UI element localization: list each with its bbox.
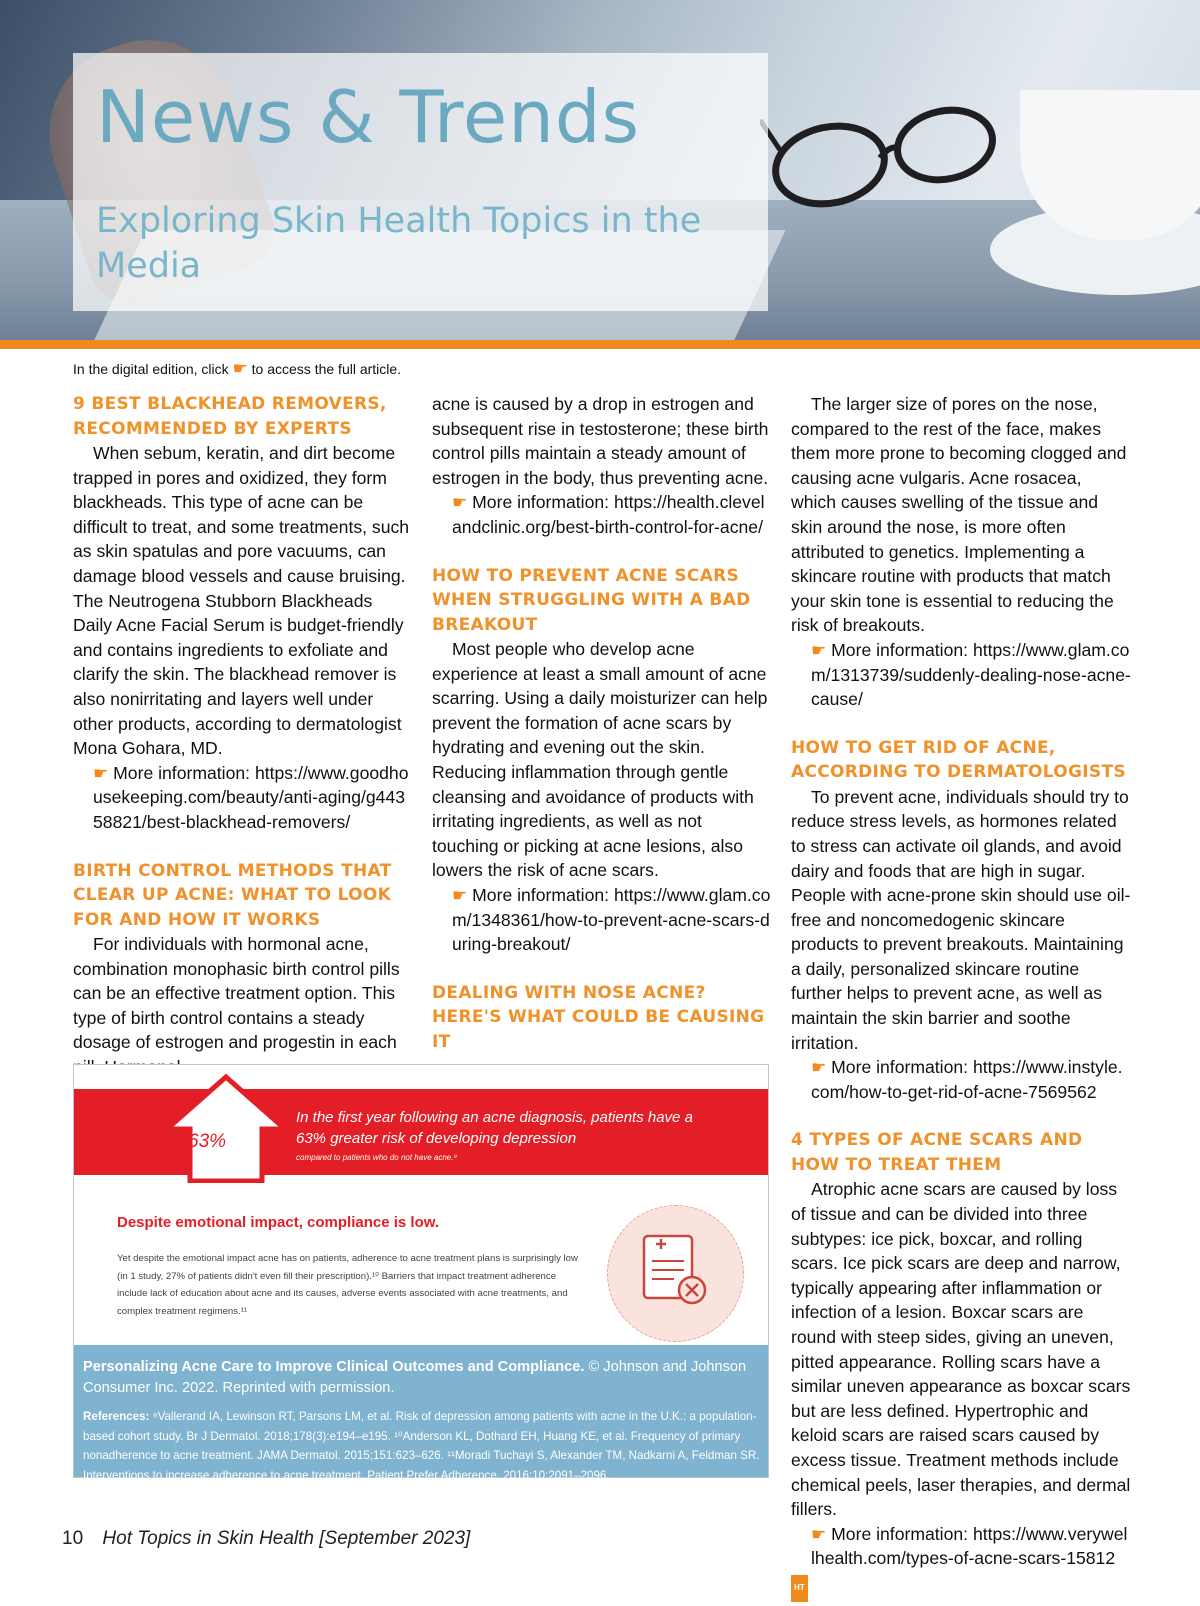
article-body: The larger size of pores on the nose, compared to the rest of the face, makes them more prone to becoming clogged and causing acne vulgaris. Acne rosacea, which causes swelling of the tissue and skin around the nose, is more often attributed to genetics. Implementing a skincare routine with products that match your skin tone is essential to reducing the risk of breakouts. [791,394,1127,636]
pointing-hand-icon: ☛ [452,886,468,905]
article-heading: 9 BEST BLACKHEAD REMOVERS, RECOMMENDED BY EXPERTS [73,394,387,439]
more-information[interactable]: ☛ More information: https://www.glam.com/1348361/how-to-prevent-acne-scars-during-breakout/ [452,885,771,955]
up-arrow-icon [164,1073,289,1183]
page-subtitle: Exploring Skin Health Topics in the Media [96,201,702,286]
article-body: Atrophic acne scars are caused by loss of tissue and can be divided into three subtypes: ice pick, boxcar, and rolling scars. Ice pick scars are deep and narrow, typically appearing after inflammation or infection of a lesion. Boxcar scars are round with steep sides, giving an uneven, pitted appearance. Rolling scars have a similar uneven appearance as boxcar scars but are less defined. Hypertrophic and keloid scars are raised scars caused by excess tissue. Treatment methods include chemical peels, laser therapies, and dermal fillers. [791,1179,1131,1520]
article-body: When sebum, keratin, and dirt become trapped in pores and oxidized, they form blackheads. This type of acne can be difficult to treat, and some treatments, such as skin spatulas and pore vacuums, can damage blood vessels and cause bruising. The Neutrogena Stubborn Blackheads Daily Acne Facial Serum is budget-friendly and contains ingredients to exfoliate and clarify the skin. The blackhead remover is also nonirritating and layers well under other products, according to dermatologist Mona Gohara, MD. [73,443,410,759]
page-number: 10 [62,1528,84,1549]
compliance-body: Yet despite the emotional impact acne has on patients, adherence to acne treatment plans is surprisingly low (in 1 study, 27% of patients didn't even fill their prescription).¹⁰ Barriers that impact treatment adherence include lack of education about acne and its causes, adverse events associated with acne treatments, and complex treatment regimens.¹¹ [117,1253,578,1317]
infographic-caption [74,1345,768,1482]
caption-credit: © Johnson and Johnson Consumer Inc. 2022. Reprinted with permission. [83,1359,747,1396]
references-text: ⁹Vallerand IA, Lewinson RT, Parsons LM, et al. Risk of depression among patients with acne in the U.K.: a population-based cohort study. Br J Dermatol. 2018;178(3):e194–e195. ¹⁰Anderson KL, Dothard EH, Huang KE, et al. Frequency of primary nonadherence to acne treatment. JAMA Dermatol. 2015;151:623–626. ¹¹Moradi Tuchayi S, Alexander TM, Nadkarni A, Feldman SR. Interventions to increase adherence to acne treatment. Patient Prefer Adherence. 2016;10:2091–2096. [83,1410,760,1482]
publication-title: Hot Topics in Skin Health [September 2023] [102,1528,471,1549]
pointing-hand-icon: ☛ [452,493,468,513]
orange-divider [0,340,1200,349]
article-link[interactable]: https://health.clevelandclinic.org/best-birth-control-for-acne/ [452,492,765,537]
risk-subline: compared to patients who do not have acne.⁹ [296,1153,458,1162]
column-1 [73,392,413,1080]
compliance-title: Despite emotional impact, compliance is low. [117,1214,440,1231]
pointing-hand-icon: ☛ [93,763,109,783]
article-body: For individuals with hormonal acne, combination monophasic birth control pills can be an effective treatment option. This type of birth control contains a steady dosage of estrogen and progestin in each [73,934,400,1053]
more-information[interactable]: ☛ More information: https://health.clevelandclinic.org/best-birth-control-for-acne/ [452,492,765,537]
article-link[interactable]: https://www.glam.com/1313739/suddenly-dealing-nose-acne-cause/ [811,639,1131,710]
more-information[interactable]: ☛ More information: https://www.goodhousekeeping.com/beauty/anti-aging/g44358821/best-blackhead-removers/ [93,762,409,832]
article-link[interactable]: https://www.goodhousekeeping.com/beauty/anti-aging/g44358821/best-blackhead-removers/ [93,762,409,832]
article-heading: HOW TO GET RID OF ACNE, ACCORDING TO DERMATOLOGISTS [791,737,1126,783]
article-heading: DEALING WITH NOSE ACNE? HERE'S WHAT COULD BE CAUSING IT [432,982,765,1052]
digital-edition-note: In the digital edition, click ☛ to access the full article. [73,359,402,378]
risk-headline: In the first year following an acne diagnosis, patients have a 63% greater risk of developing depression [296,1109,693,1147]
more-information[interactable]: ☛ More information: https://www.instyle.com/how-to-get-rid-of-acne-7569562 [811,1057,1123,1102]
more-information[interactable]: ☛ More information: https://www.verywellhealth.com/types-of-acne-scars-15812 [811,1523,1128,1569]
end-of-article-badge: HT [791,1575,808,1602]
pointing-hand-icon: ☛ [232,359,248,378]
references-label: References: [83,1410,150,1423]
article-body: Most people who develop acne experience at least a small amount of acne scarring. Using a daily moisturizer can help prevent the formation of acne scars by hydrating and evening out the skin. Reducing inflammation through gentle cleansing and avoidance of products with irritating ingredients, as well as not touching or picking at acne lesions, also lowers the risk of acne scars. [432,639,768,881]
risk-percent: 63% [188,1131,227,1152]
prescription-document-icon [608,1206,743,1341]
pointing-hand-icon: ☛ [811,1524,827,1544]
page-footer [62,1528,470,1550]
article-body: To prevent acne, individuals should try to reduce stress levels, as hormones related to stress can activate oil glands, and avoid dairy and foods that are high in sugar. People with acne-prone skin should use oil-free and noncomedogenic skincare products to prevent breakouts. Maintaining a daily, personalized skincare routine further helps to prevent acne, as well as maintain the skin barrier and soothe irritation. [791,786,1131,1053]
article-link[interactable]: https://www.instyle.com/how-to-get-rid-of-acne-7569562 [811,1057,1123,1102]
article-link[interactable]: https://www.verywellhealth.com/types-of-acne-scars-15812 [811,1523,1128,1569]
column-3 [791,392,1131,1602]
pointing-hand-icon: ☛ [811,640,827,660]
article-heading: HOW TO PREVENT ACNE SCARS WHEN STRUGGLING WITH A BAD BREAKOUT [432,565,751,635]
caption-title: Personalizing Acne Care to Improve Clinical Outcomes and Compliance. [83,1359,585,1375]
column-2 [432,392,772,1054]
page-title: News & Trends [96,75,641,159]
title-card [73,53,768,311]
article-heading: 4 TYPES OF ACNE SCARS AND HOW TO TREAT THEM [791,1130,1083,1175]
pointing-hand-icon: ☛ [811,1058,827,1078]
acne-infographic [73,1064,769,1482]
eyeglasses-icon [760,100,1000,220]
article-body-continued: acne is caused by a drop in estrogen and subsequent rise in testosterone; these birth control pills maintain a steady amount of estrogen in the body, thus preventing acne. [432,394,769,488]
article-heading: BIRTH CONTROL METHODS THAT CLEAR UP ACNE: WHAT TO LOOK FOR AND HOW IT WORKS [73,860,392,930]
more-information[interactable]: ☛ More information: https://www.glam.com/1313739/suddenly-dealing-nose-acne-cause/ [811,639,1131,710]
prescription-badge [607,1205,744,1342]
article-link[interactable]: https://www.glam.com/1348361/how-to-prevent-acne-scars-during-breakout/ [452,885,771,955]
